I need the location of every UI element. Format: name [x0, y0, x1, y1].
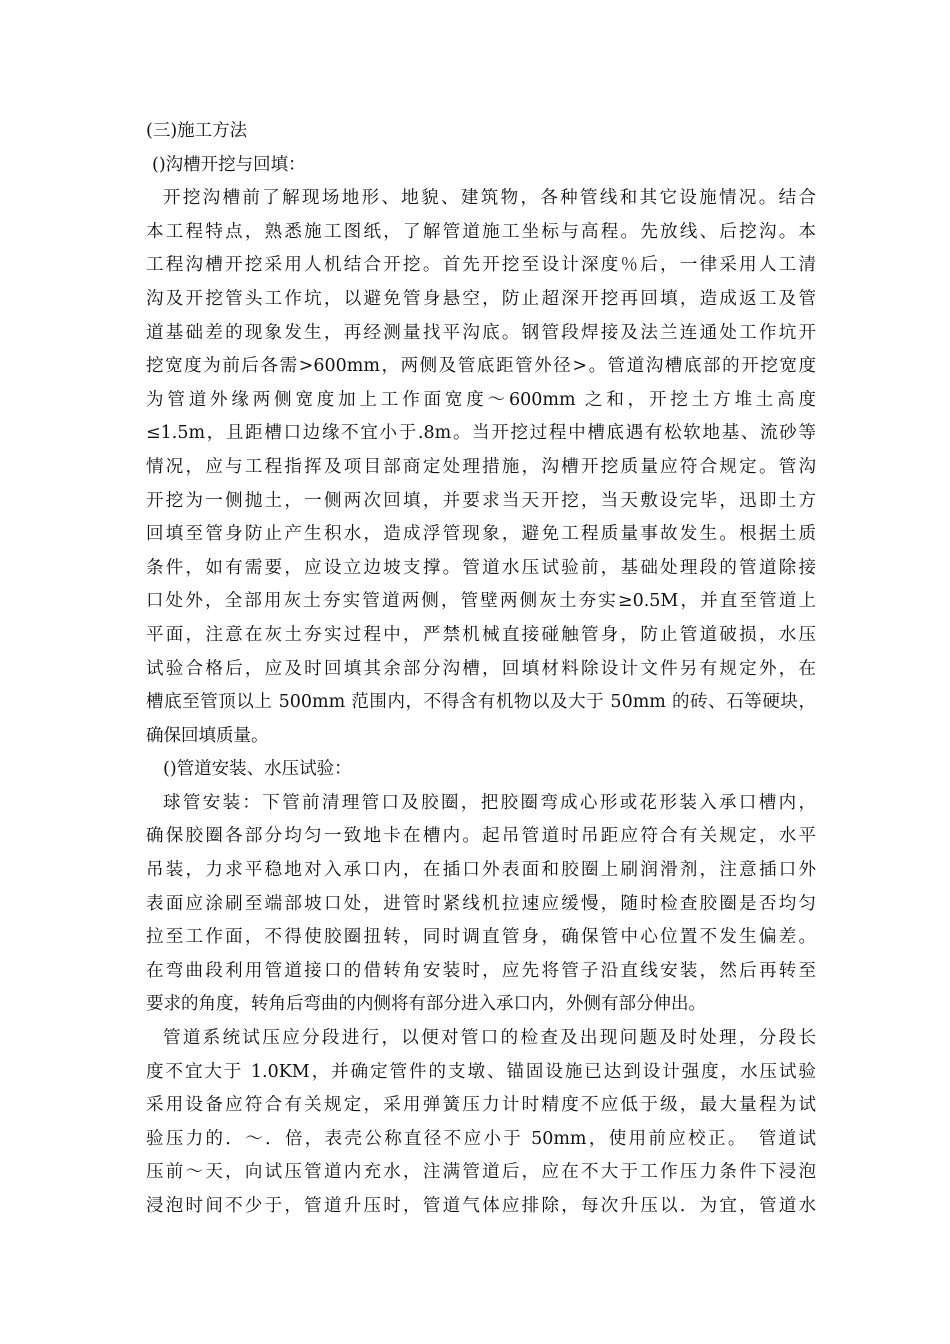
subsection-heading-pipe-install: ()管道安装、水压试验： — [163, 759, 352, 780]
text-line: 在弯曲段利用管道接口的借转角安装时，应先将管子沿直线安装，然后再转至 — [146, 960, 816, 981]
text-line: 验压力的．～．倍，表壳公称直径不应小于 50mm，使用前应校正。 管道试 — [146, 1128, 816, 1149]
text-line: 球管安装：下管前清理管口及胶圈，把胶圈弯成心形或花形装入承口槽内， — [163, 792, 816, 813]
text-line: 情况，应与工程指挥及项目部商定处理措施，沟槽开挖质量应符合规定。管沟 — [146, 456, 816, 477]
paragraph-pipe-install — [146, 787, 816, 1022]
text-line: 平面，注意在灰土夯实过程中，严禁机械直接碰触管身，防止管道破损，水压 — [146, 624, 816, 645]
text-line: 压前～天，向试压管道内充水，注满管道后，应在不大于工作压力条件下浸泡 — [146, 1162, 816, 1183]
text-line: 吊装，力求平稳地对入承口内，在插口外表面和胶圈上刷润滑剂，注意插口外 — [146, 860, 816, 881]
text-line: 开挖为一侧抛土，一侧两次回填，并要求当天开挖，当天敷设完毕，迅即土方 — [146, 490, 816, 511]
text-line: 确保胶圈各部分均匀一致地卡在槽内。起吊管道时吊距应符合有关规定，水平 — [146, 826, 816, 847]
text-line: 回填至管身防止产生积水，造成浮管现象，避免工程质量事故发生。根据土质 — [146, 524, 816, 545]
text-line: 试验合格后，应及时回填其余部分沟槽，回填材料除设计文件另有规定外，在 — [146, 658, 816, 679]
text-line: 口处外，全部用灰土夯实管道两侧，管壁两侧灰土夯实≥0.5M，并直至管道上 — [146, 591, 816, 612]
section-heading: (三)施工方法 — [146, 121, 248, 141]
text-line: 为管道外缘两侧宽度加上工作面宽度～600mm 之和，开挖土方堆土高度 — [146, 389, 816, 410]
text-line: 挖宽度为前后各需>600mm，两侧及管底距管外径>。管道沟槽底部的开挖宽度 — [146, 356, 816, 377]
text-line: 表面应涂刷至端部坡口处，进管时紧线机拉速应缓慢，随时检查胶圈是否均匀 — [146, 893, 816, 914]
text-line: 管道系统试压应分段进行，以便对管口的检查及出现问题及时处理，分段长 — [163, 1028, 816, 1049]
text-line: 浸泡时间不少于，管道升压时，管道气体应排除，每次升压以．为宜，管道水 — [146, 1196, 816, 1216]
text-line: 要求的角度，转角后弯曲的内侧将有部分进入承口内，外侧有部分伸出。 — [146, 994, 706, 1015]
text-line: 采用设备应符合有关规定，采用弹簧压力计时精度不应低于级，最大量程为试 — [146, 1095, 816, 1116]
text-line: 确保回填质量。 — [146, 725, 269, 746]
text-line: 度不宜大于 1.0KM，并确定管件的支墩、锚固设施已达到设计强度，水压试验 — [146, 1061, 816, 1082]
document-page — [146, 115, 816, 1224]
text-line: 槽底至管顶以上 500mm 范围内，不得含有机物以及大于 50mm 的砖、石等硬块， — [146, 692, 816, 713]
paragraph-trench-excavation — [146, 182, 816, 753]
text-line: 本工程特点，熟悉施工图纸，了解管道施工坐标与高程。先放线、后挖沟。本 — [146, 221, 816, 242]
text-line: 工程沟槽开挖采用人机结合开挖。首先开挖至设计深度％后，一律采用人工清 — [146, 255, 816, 276]
paragraph-pressure-test — [146, 1022, 816, 1224]
text-line: 拉至工作面，不得使胶圈扭转，同时调直管身，确保管中心位置不发生偏差。 — [146, 927, 816, 948]
text-line: 沟及开挖管头工作坑，以避免管身悬空，防止超深开挖再回填，造成返工及管 — [146, 288, 816, 309]
text-line: 开挖沟槽前了解现场地形、地貌、建筑物，各种管线和其它设施情况。结合 — [163, 188, 816, 209]
text-line: ≤1.5m，且距槽口边缘不宜小于.8m。当开挖过程中槽底遇有松软地基、流砂等 — [146, 423, 816, 444]
text-line: 道基础差的现象发生，再经测量找平沟底。钢管段焊接及法兰连通处工作坑开 — [146, 322, 816, 343]
text-line: 条件，如有需要，应设立边坡支撑。管道水压试验前，基础处理段的管道除接 — [146, 557, 816, 578]
subsection-heading-trench: ()沟槽开挖与回填： — [152, 154, 306, 175]
